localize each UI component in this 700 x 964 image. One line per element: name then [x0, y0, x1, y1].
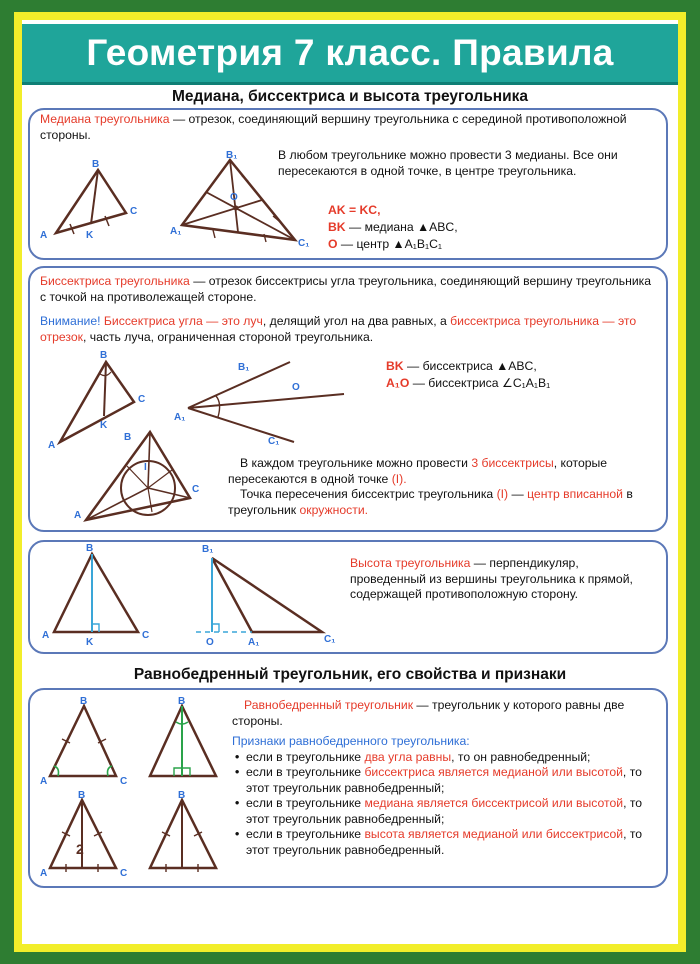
list-item: • если в треугольнике медиана является биссектрисой или высотой, то этот треугольник равнобедренный;: [246, 796, 652, 827]
list-item: • если в треугольнике высота является медианой или биссектрисой, то этот треугольник равнобедренный.: [246, 827, 652, 858]
list-item: • если в треугольнике два угла равны, то он равнобедренный;: [246, 750, 652, 766]
vertex-label-c: C: [138, 394, 146, 405]
vertex-label-c: C: [120, 868, 128, 879]
incenter-label-i: I: [144, 462, 147, 473]
section-title-isosceles: Равнобедренный треугольник, его свойства и признаки: [133, 666, 567, 683]
vertex-label-b1: B₁: [226, 150, 238, 161]
vertex-label-c1: C₁: [324, 634, 336, 645]
page-title: Геометрия 7 класс. Правила: [86, 32, 614, 73]
vertex-label-c: C: [142, 630, 150, 641]
vertex-label-c: C: [192, 484, 200, 495]
isosceles-text: Равнобедренный треугольник — треугольник у которого равны две стороны. Признаки равнобедренного треугольника: • если в треугольнике два угла равны, то он равнобедренный; • если в треугольнике биссектриса является медианой или высотой, то этот треугольник равнобедренный; • если в треугольнике медиана является биссектрисой или высотой, то этот треугольник равнобедренный; • если в треугольнике высота является медианой или биссектрисой, то этот треугольник равнобедренный.: [232, 698, 652, 858]
signs-title: Признаки равнобедренного треугольника:: [232, 734, 470, 748]
triangle-symbol-icon: ▲: [417, 220, 430, 234]
foot-label-k: K: [86, 637, 94, 648]
vertex-label-a: A: [40, 868, 48, 879]
isosceles-bisector-height-figure: [140, 694, 230, 786]
median-triangle-figure: [36, 158, 146, 243]
height-definition: Высота треугольника — перпендикуляр, проведенный из вершины треугольника к прямой, содержащей противоположную сторону.: [350, 556, 633, 601]
vertex-label-a1: A₁: [174, 412, 186, 423]
isosceles-median-figure: [38, 788, 134, 880]
vertex-label-b: B: [100, 350, 108, 361]
list-item: • если в треугольнике биссектриса является медианой или высотой, то этот треугольник равнобедренный;: [246, 765, 652, 796]
vertex-label-c1: C₁: [298, 238, 310, 249]
vertex-label-b: B: [92, 159, 100, 170]
incircle-triangle-figure: [72, 426, 202, 526]
obtuse-height-figure: [190, 540, 350, 646]
point-label-k: K: [86, 230, 94, 241]
foot-label-o: O: [206, 637, 214, 648]
height-triangle-figure: [38, 540, 168, 646]
vertex-label-b: B: [78, 790, 86, 801]
triangle-symbol-icon: ▲: [496, 359, 509, 373]
point-label-b1: B₁: [238, 362, 250, 373]
vertex-label-a: A: [40, 230, 48, 241]
bisector-notation: BK — биссектриса ▲ABC, A₁O — биссектриса ∠C₁A₁B₁: [386, 359, 551, 390]
isosceles-signs-list: [232, 750, 652, 859]
vertex-label-c: C: [120, 776, 128, 787]
vertex-label-a1: A₁: [248, 637, 260, 648]
bisector-facts: В каждом треугольнике можно провести 3 биссектрисы, которые пересекаются в одной точке (I). Точка пересечения биссектрис треугольника (I) — центр вписанной в треугольник окружности.: [228, 456, 633, 517]
vertex-label-b: B: [178, 696, 186, 707]
section-title-median-bisector-height: Медиана, биссектриса и высота треугольника: [171, 88, 529, 105]
angle-symbol-icon: ∠: [501, 376, 513, 390]
vertex-label-b: B: [86, 543, 94, 554]
vertex-label-b1: B₁: [202, 544, 214, 555]
median-notation: AK = KC, BK — медиана ▲ABC, O — центр ▲A₁B₁C₁: [328, 203, 458, 251]
vertex-label-a: A: [74, 510, 82, 521]
isosceles-sides-figure: [140, 788, 230, 880]
point-label-k: K: [100, 420, 108, 431]
median-definition: Медиана треугольника — отрезок, соединяющий вершину треугольника с серединой противоположной стороны.: [40, 112, 627, 142]
vertex-label-a: A: [40, 776, 48, 787]
centroid-label-o: O: [230, 192, 238, 203]
median-fact: В любом треугольнике можно провести 3 медианы. Все они пересекаются в одной точке, в центре треугольника.: [278, 148, 618, 178]
vertex-label-b: B: [178, 790, 186, 801]
vertex-label-a: A: [48, 440, 56, 451]
vertex-label-c: C: [130, 206, 138, 217]
vertex-label-a: A: [42, 630, 50, 641]
title-banner: [22, 24, 678, 85]
point-label-o: O: [292, 382, 300, 393]
point-label-c1: C₁: [268, 436, 280, 447]
vertex-label-b: B: [124, 432, 132, 443]
question-mark-icon: 2: [76, 841, 84, 857]
bisector-warning: Внимание! Биссектриса угла — это луч, делящий угол на два равных, а биссектриса треугольника — это отрезок, часть луча, ограниченная стороной треугольника.: [40, 314, 637, 344]
bisector-definition: Биссектриса треугольника — отрезок биссектрисы угла треугольника, соединяющий вершину треугольника с точкой на противолежащей стороне.: [40, 274, 652, 304]
vertex-label-b: B: [80, 696, 88, 707]
triangle-symbol-icon: ▲: [392, 237, 405, 251]
vertex-label-a1: A₁: [170, 226, 182, 237]
isosceles-angles-figure: [38, 694, 134, 786]
